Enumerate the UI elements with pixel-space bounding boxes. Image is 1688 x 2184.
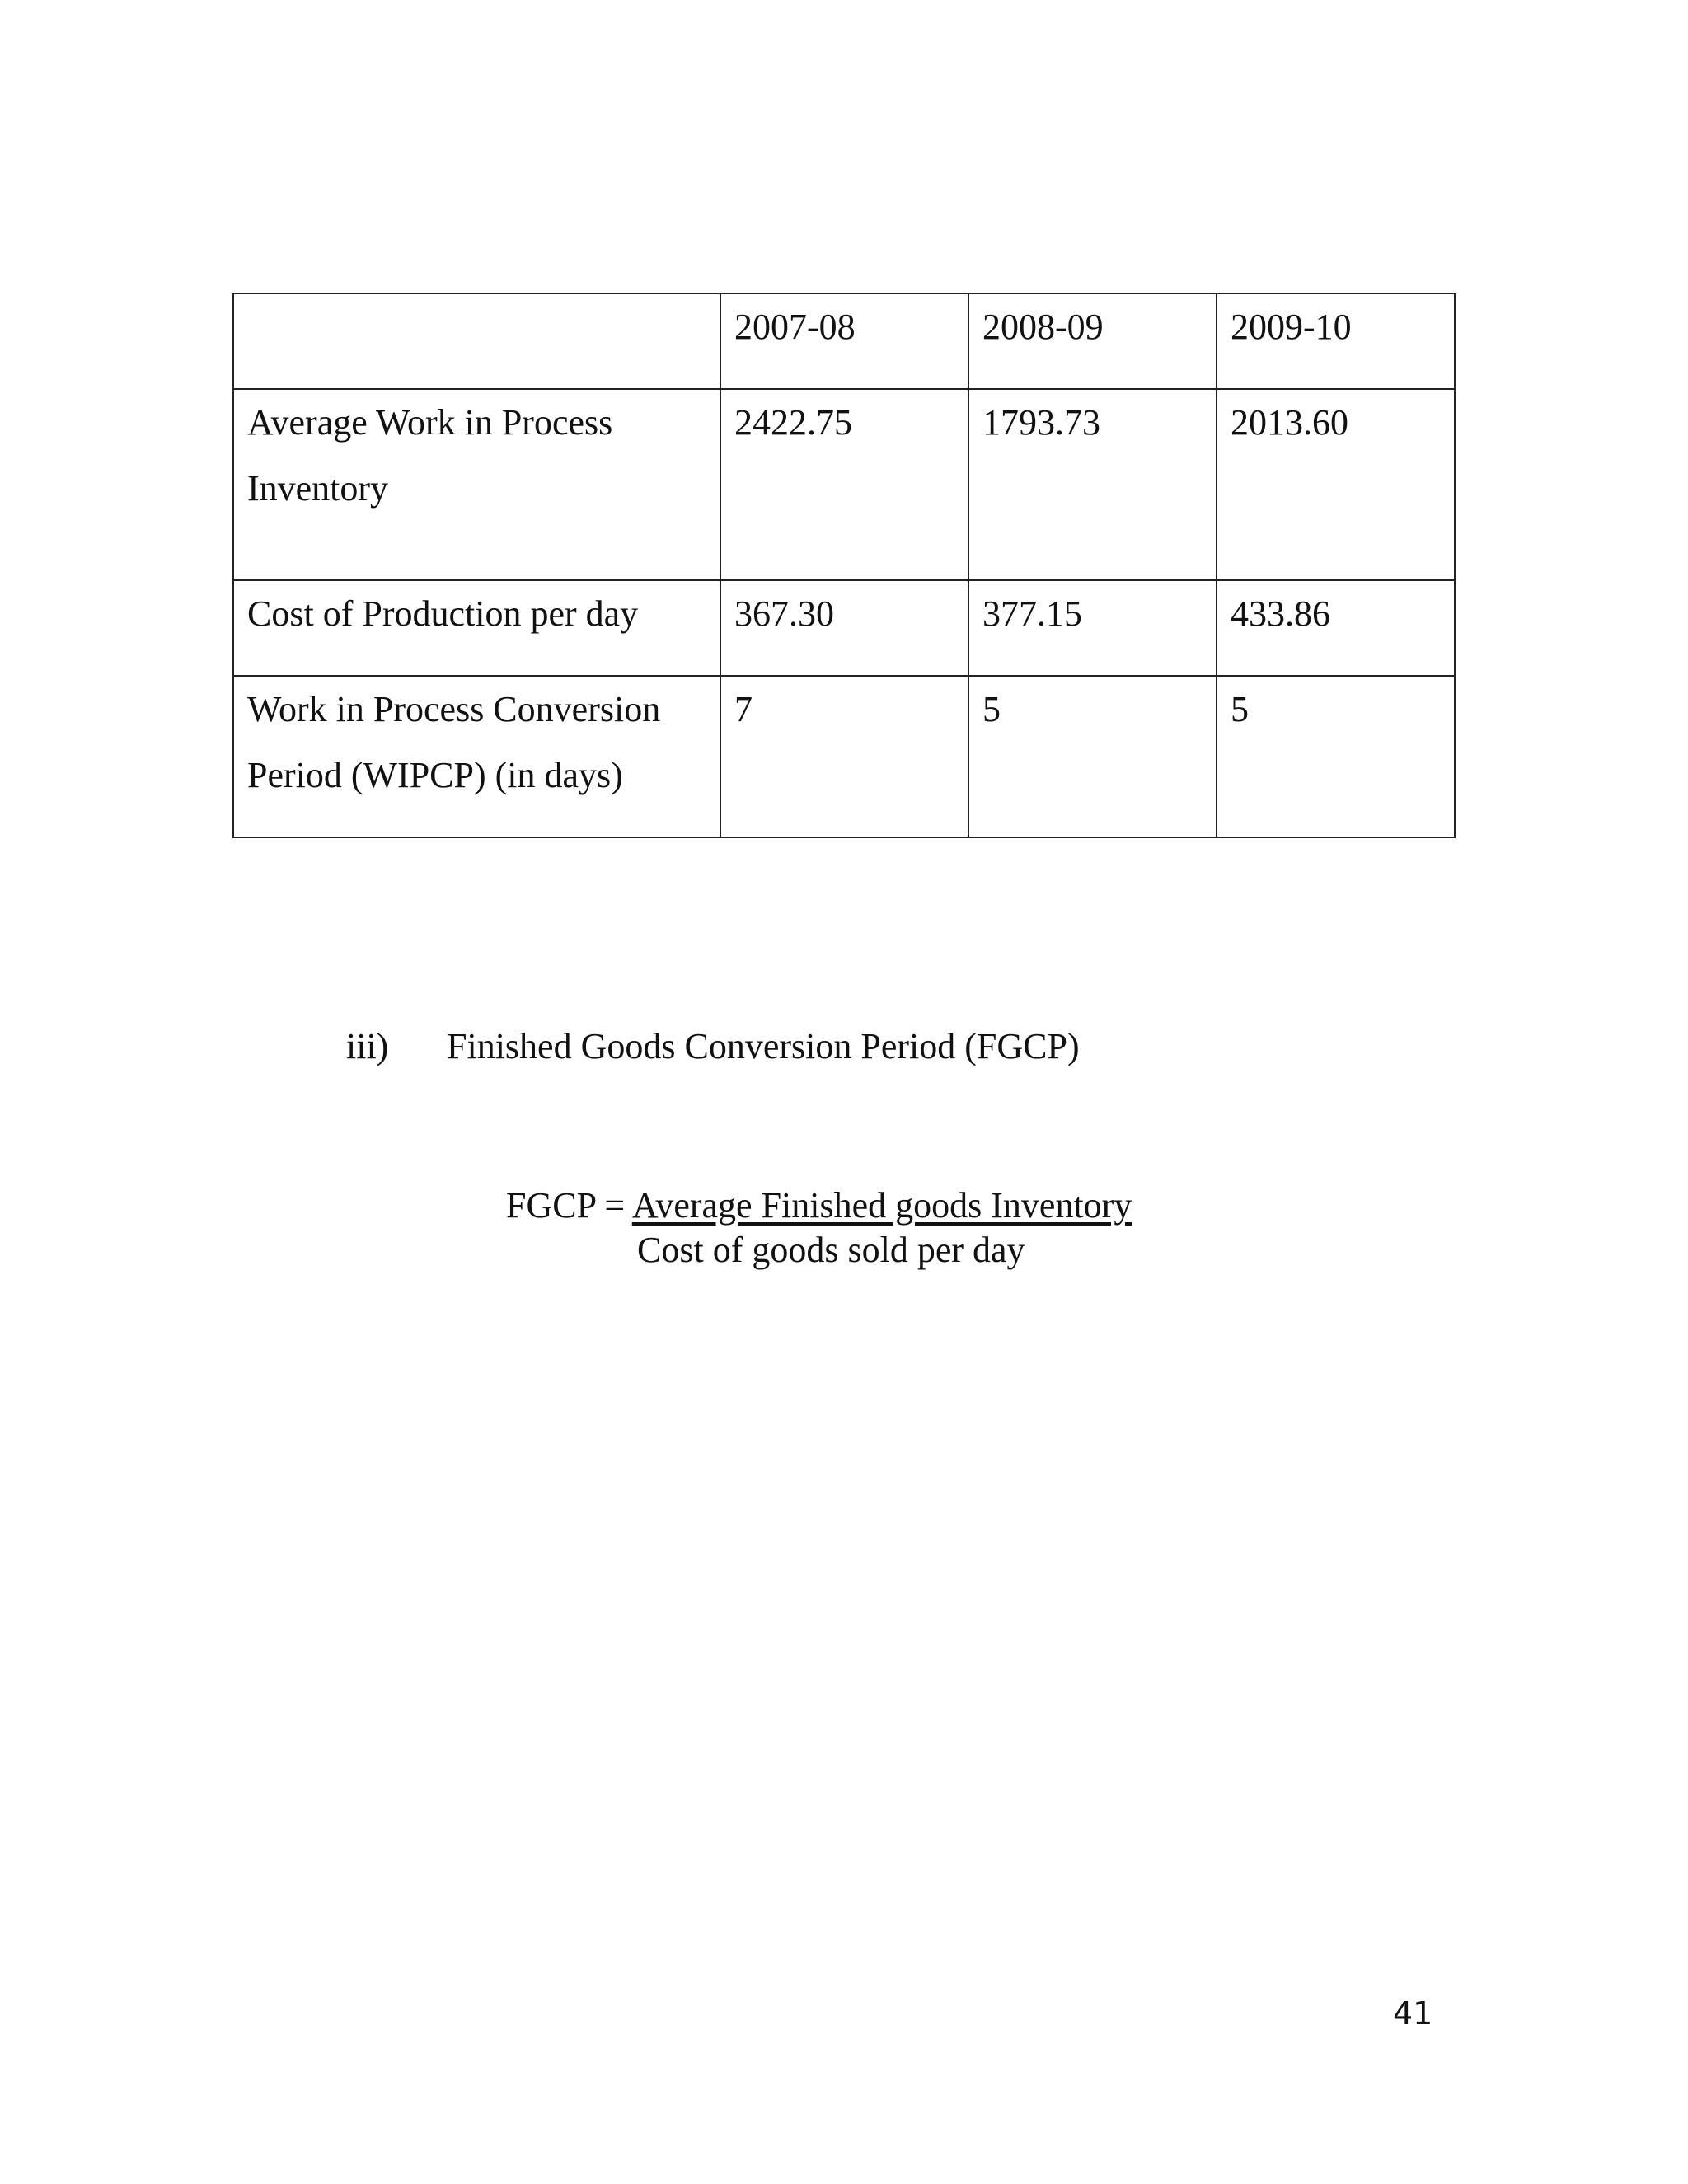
formula-numerator: Average Finished goods Inventory: [631, 1185, 1132, 1226]
header-cell-2007-08: 2007-08: [720, 293, 968, 389]
row-label-line1: Work in Process Conversion: [247, 689, 661, 729]
header-cell-2009-10: 2009-10: [1217, 293, 1455, 389]
table-cell: 7: [720, 676, 968, 837]
row-label: [233, 676, 720, 837]
formula-lhs: FGCP =: [506, 1185, 632, 1226]
page-number: 41: [1393, 1995, 1433, 2032]
row-label-line1: Cost of Production per day: [247, 593, 639, 634]
table-row: [233, 389, 1455, 580]
section-title: Finished Goods Conversion Period (FGCP): [447, 1026, 1080, 1066]
row-label-line1: Average Work in Process: [247, 402, 613, 443]
table-cell: 367.30: [720, 580, 968, 676]
table-cell: 5: [1217, 676, 1455, 837]
table-header-row: [233, 293, 1455, 389]
table-cell: 1793.73: [968, 389, 1217, 580]
formula-denominator: Cost of goods sold per day: [637, 1230, 1025, 1270]
table-row: [233, 580, 1455, 676]
table-cell: 5: [968, 676, 1217, 837]
header-cell-2008-09: 2008-09: [968, 293, 1217, 389]
row-label: [233, 389, 720, 580]
table-cell: 2013.60: [1217, 389, 1455, 580]
header-cell-empty: [233, 293, 720, 389]
row-label-line2: Inventory: [247, 468, 389, 509]
table-row: [233, 676, 1455, 837]
table-cell: 377.15: [968, 580, 1217, 676]
table-cell: 2422.75: [720, 389, 968, 580]
row-label: [233, 580, 720, 676]
section-heading: [346, 1020, 1080, 1073]
section-number: iii): [346, 1026, 389, 1066]
formula-line: [506, 1183, 1132, 1228]
row-label-line2: Period (WIPCP) (in days): [247, 755, 623, 795]
wipcp-table: [232, 293, 1456, 838]
table-cell: 433.86: [1217, 580, 1455, 676]
